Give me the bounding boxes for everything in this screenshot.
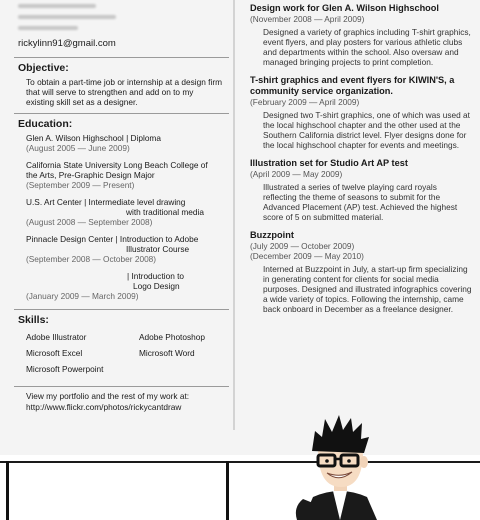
eye xyxy=(325,459,329,463)
eye xyxy=(347,459,351,463)
education-school: Pinnacle Design Center | Introduction to Adobe xyxy=(26,234,199,244)
blurred-address-line xyxy=(18,15,116,19)
education-entry xyxy=(18,197,223,227)
education-date: (August 2008 — September 2008) xyxy=(26,217,153,227)
section-rule xyxy=(14,113,229,114)
column-divider xyxy=(233,0,235,430)
education-entry xyxy=(18,160,223,190)
experience-date: (November 2008 — April 2009) xyxy=(250,14,365,24)
skill-item: Microsoft Powerpoint xyxy=(26,364,104,374)
experience-description: Designed two T-shirt graphics, one of which was used at the local highschool chapter and the other used at the Southern California district level. Flyer designs done for the local highschool chapter for events and meetings. xyxy=(263,110,470,150)
blurred-name-line xyxy=(18,4,96,8)
section-rule xyxy=(14,386,229,387)
experience-description: Designed a variety of graphics including T-shirt graphics, event flyers, and play posters for various athletic clubs and departments within the school. Also oversaw and managed bringing projects to print completion. xyxy=(263,27,471,67)
experience-title: Buzzpoint xyxy=(250,230,294,240)
skill-item: Microsoft Excel xyxy=(26,348,83,358)
right-column xyxy=(250,0,472,322)
experience-date: (April 2009 — May 2009) xyxy=(250,169,343,179)
skill-item: Adobe Photoshop xyxy=(139,332,205,342)
skill-item: Adobe Illustrator xyxy=(26,332,87,342)
education-entry xyxy=(18,271,223,301)
education-school: California State University Long Beach College of the Arts, Pre-Graphic Design Major xyxy=(26,160,208,180)
email-address[interactable]: rickylinn91@gmail.com xyxy=(18,38,116,49)
experience-entry xyxy=(250,3,472,67)
education-school: U.S. Art Center | Intermediate level drawing xyxy=(26,197,186,207)
experience-entry xyxy=(250,230,472,314)
experience-description: Illustrated a series of twelve playing card royals reflecting the theme of seasons to submit for the Advanced Placement (AP) test. Achieved the highest score of 5 on submitted material. xyxy=(263,182,458,222)
education-school: Glen A. Wilson Highschool | Diploma xyxy=(26,133,161,143)
blurred-phone-line xyxy=(18,26,78,30)
education-date: (August 2005 — June 2009) xyxy=(26,143,130,153)
education-date: (September 2008 — October 2008) xyxy=(26,254,157,264)
ear xyxy=(360,456,368,468)
education-entry xyxy=(18,234,223,264)
experience-title: T-shirt graphics and event flyers for KIWIN'S, a community service organization. xyxy=(250,75,455,96)
education-course: | Introduction to xyxy=(127,271,185,281)
skills-heading: Skills: xyxy=(18,314,49,326)
experience-entry xyxy=(250,75,472,150)
experience-description: Interned at Buzzpoint in July, a start-up firm specializing in generating content for clients for social media purposes. Designed and illustrated infographics covering a wide variety of topics. Following the internship, came back onboard in December as a freelance designer. xyxy=(263,264,472,314)
cartoon-designer-illustration xyxy=(285,415,415,520)
section-rule xyxy=(14,57,229,58)
poster-stand-left xyxy=(6,461,9,520)
portfolio-note xyxy=(18,391,223,413)
spiky-hair xyxy=(312,415,369,453)
objective-text: To obtain a part-time job or internship at a design firm that will serve to strengthen and add on to my existing skill set as a designer. xyxy=(26,77,222,107)
section-rule xyxy=(14,309,229,310)
education-date: (January 2009 — March 2009) xyxy=(26,291,139,301)
experience-entry xyxy=(250,158,472,222)
portfolio-link[interactable]: http://www.flickr.com/photos/rickycantdraw xyxy=(26,402,182,412)
objective-heading: Objective: xyxy=(18,62,69,74)
education-heading: Education: xyxy=(18,118,73,130)
portfolio-text: View my portfolio and the rest of my work at: xyxy=(26,391,190,401)
experience-date: (December 2009 — May 2010) xyxy=(250,251,364,261)
experience-title: Design work for Glen A. Wilson Highschool xyxy=(250,3,439,13)
education-date: (September 2009 — Present) xyxy=(26,180,135,190)
education-course: Illustrator Course xyxy=(126,244,190,254)
education-entry xyxy=(18,133,223,153)
experience-date: (February 2009 — April 2009) xyxy=(250,97,360,107)
education-course: Logo Design xyxy=(133,281,180,291)
skill-item: Microsoft Word xyxy=(139,348,195,358)
poster-stand-center xyxy=(226,461,229,520)
experience-date: (July 2009 — October 2009) xyxy=(250,241,355,251)
skills-list xyxy=(18,332,223,374)
experience-title: Illustration set for Studio Art AP test xyxy=(250,158,408,168)
education-course: with traditional media xyxy=(126,207,204,217)
left-column xyxy=(18,0,223,413)
